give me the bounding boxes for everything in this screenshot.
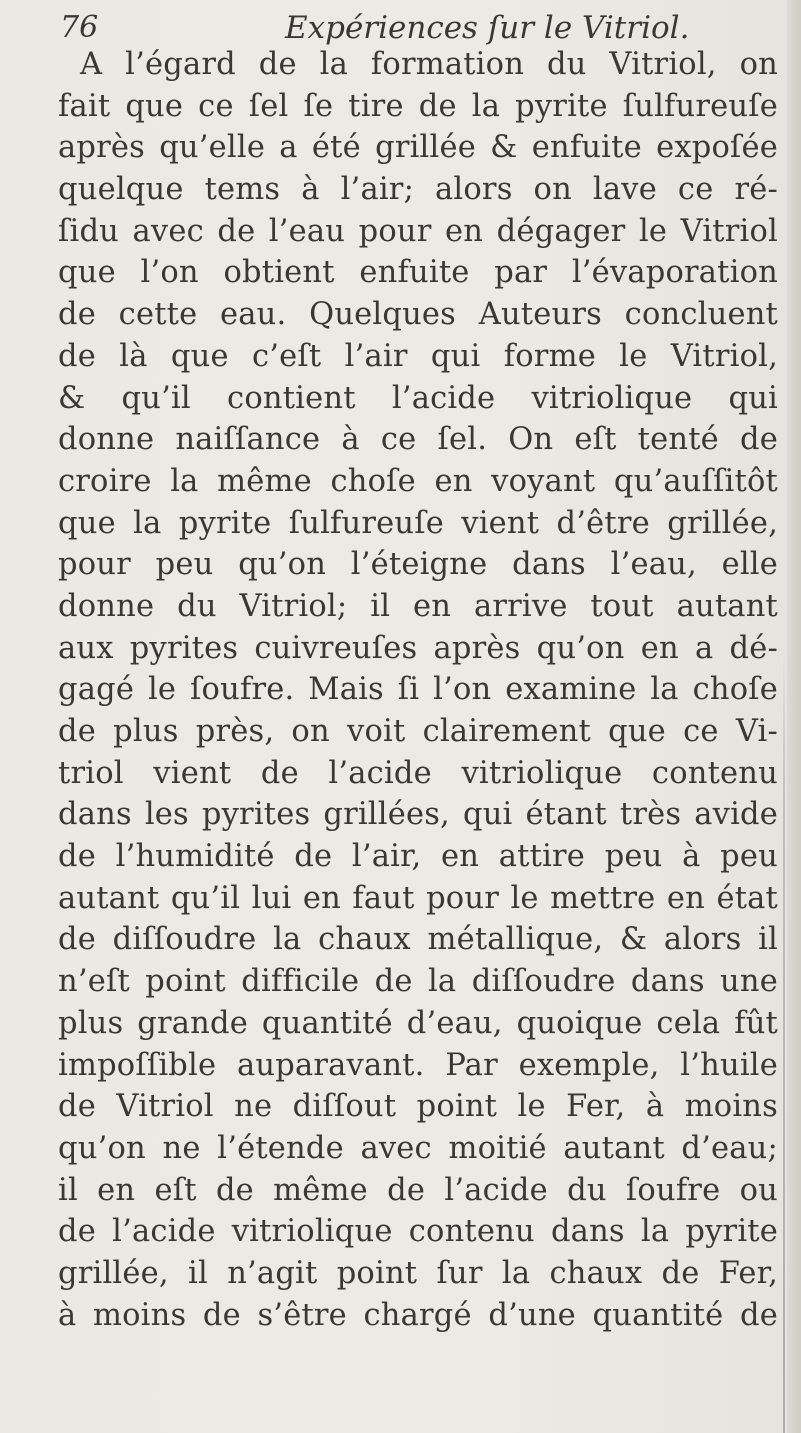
text-line: il en eſt de même de l’acide du ſoufre ou — [58, 1172, 778, 1208]
text-line: à moins de s’être chargé d’une quantité de — [58, 1297, 778, 1333]
text-line: après qu’elle a été grillée & enfuite expoſée — [58, 130, 778, 166]
text-line: de l’humidité de l’air, en attire peu à peu — [58, 839, 778, 875]
text-line: de Vitriol ne diſſout point le Fer, à moins — [58, 1089, 778, 1125]
text-line: autant qu’il lui en faut pour le mettre en état — [58, 880, 778, 916]
text-line: grillée, il n’agit point ſur la chaux de Fer, — [58, 1255, 778, 1291]
text-line: de cette eau. Quelques Auteurs concluent — [58, 297, 778, 333]
text-line: plus grande quantité d’eau, quoique cela fût — [58, 1005, 778, 1041]
text-line: que la pyrite ſulfureuſe vient d’être grillée, — [58, 505, 778, 541]
text-line: que l’on obtient enfuite par l’évaporation — [58, 255, 778, 291]
page-number: 76 — [60, 10, 99, 45]
body-text — [58, 44, 778, 1336]
text-line: dans les pyrites grillées, qui étant très avide — [58, 797, 778, 833]
text-line: ſidu avec de l’eau pour en dégager le Vitriol — [58, 213, 778, 249]
text-line: A l’égard de la formation du Vitriol, on — [80, 47, 778, 82]
text-line: croire la même choſe en voyant qu’auſſitôt — [58, 463, 778, 499]
text-line: de là que c’eſt l’air qui forme le Vitriol, — [58, 338, 778, 374]
text-line: de diſſoudre la chaux métallique, & alors il — [58, 922, 778, 958]
text-line: donne du Vitriol; il en arrive tout autant — [58, 588, 778, 624]
text-line: & qu’il contient l’acide vitriolique qui — [58, 380, 778, 416]
text-line: de plus près, on voit clairement que ce Vi- — [58, 714, 778, 749]
text-line: triol vient de l’acide vitriolique contenu — [58, 755, 778, 791]
text-line: impoſſible auparavant. Par exemple, l’huile — [58, 1047, 778, 1083]
text-line: quelque tems à l’air; alors on lave ce ré- — [58, 172, 778, 208]
text-line: n’eſt point difficile de la diſſoudre dans une — [58, 964, 778, 1000]
page-gutter — [787, 0, 801, 1433]
text-line: qu’on ne l’étende avec moitié autant d’eau; — [58, 1130, 778, 1166]
text-line: gagé le ſoufre. Mais ſi l’on examine la choſe — [58, 672, 778, 708]
text-line: aux pyrites cuivreuſes après qu’on en a dé- — [58, 630, 778, 666]
text-line: de l’acide vitriolique contenu dans la pyrite — [58, 1214, 778, 1250]
text-line: pour peu qu’on l’éteigne dans l’eau, elle — [58, 547, 778, 583]
binding-shadow — [783, 650, 785, 1433]
text-line: fait que ce ſel ſe tire de la pyrite ſulfureuſe — [58, 88, 778, 124]
text-line: donne naiſſance à ce ſel. On eſt tenté de — [58, 422, 778, 458]
running-title: Expériences ſur le Vitriol. — [285, 10, 690, 46]
